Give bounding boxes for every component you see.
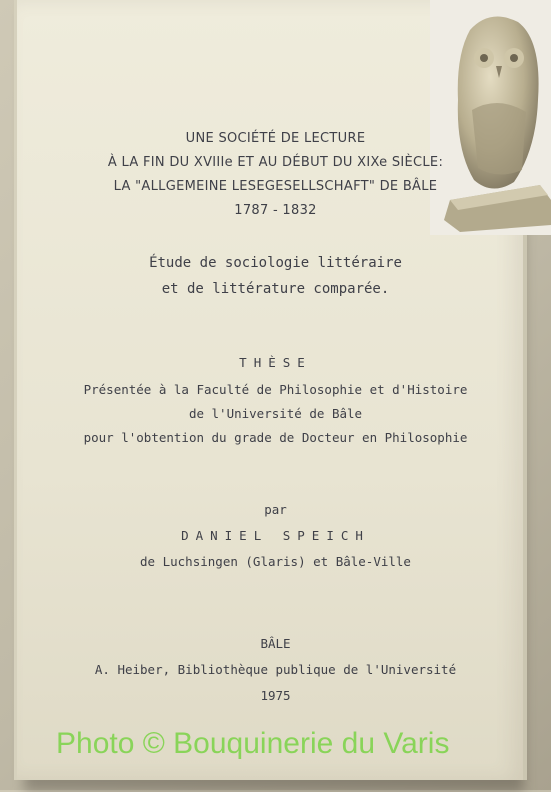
owl-figurine-icon xyxy=(430,0,551,235)
photo-credit-watermark: Photo © Bouquinerie du Varis xyxy=(56,727,450,760)
author-name: DANIEL SPEICH xyxy=(181,528,370,543)
these-line-3: pour l'obtention du grade de Docteur en Philosophie xyxy=(83,430,468,445)
these-line-2: de l'Université de Bâle xyxy=(188,406,363,421)
title-line-3: LA "ALLGEMEINE LESEGESELLSCHAFT" DE BÂLE xyxy=(113,179,438,194)
imprint-year: 1975 xyxy=(260,688,291,703)
subtitle-line-1: Étude de sociologie littéraire xyxy=(149,255,402,271)
author-origin: de Luchsingen (Glaris) et Bâle-Ville xyxy=(140,554,411,569)
subtitle-line-2: et de littérature comparée. xyxy=(161,281,390,297)
imprint-publisher: A. Heiber, Bibliothèque publique de l'Université xyxy=(94,662,457,677)
these-heading: THÈSE xyxy=(239,355,312,370)
title-line-2: À LA FIN DU XVIIIe ET AU DÉBUT DU XIXe SIÈCLE: xyxy=(107,155,444,170)
title-line-1: UNE SOCIÉTÉ DE LECTURE xyxy=(185,131,366,146)
imprint-city: BÂLE xyxy=(260,636,291,651)
author-par: par xyxy=(264,502,287,517)
title-years: 1787 - 1832 xyxy=(234,203,317,218)
these-line-1: Présentée à la Faculté de Philosophie et d'Histoire xyxy=(83,382,468,397)
